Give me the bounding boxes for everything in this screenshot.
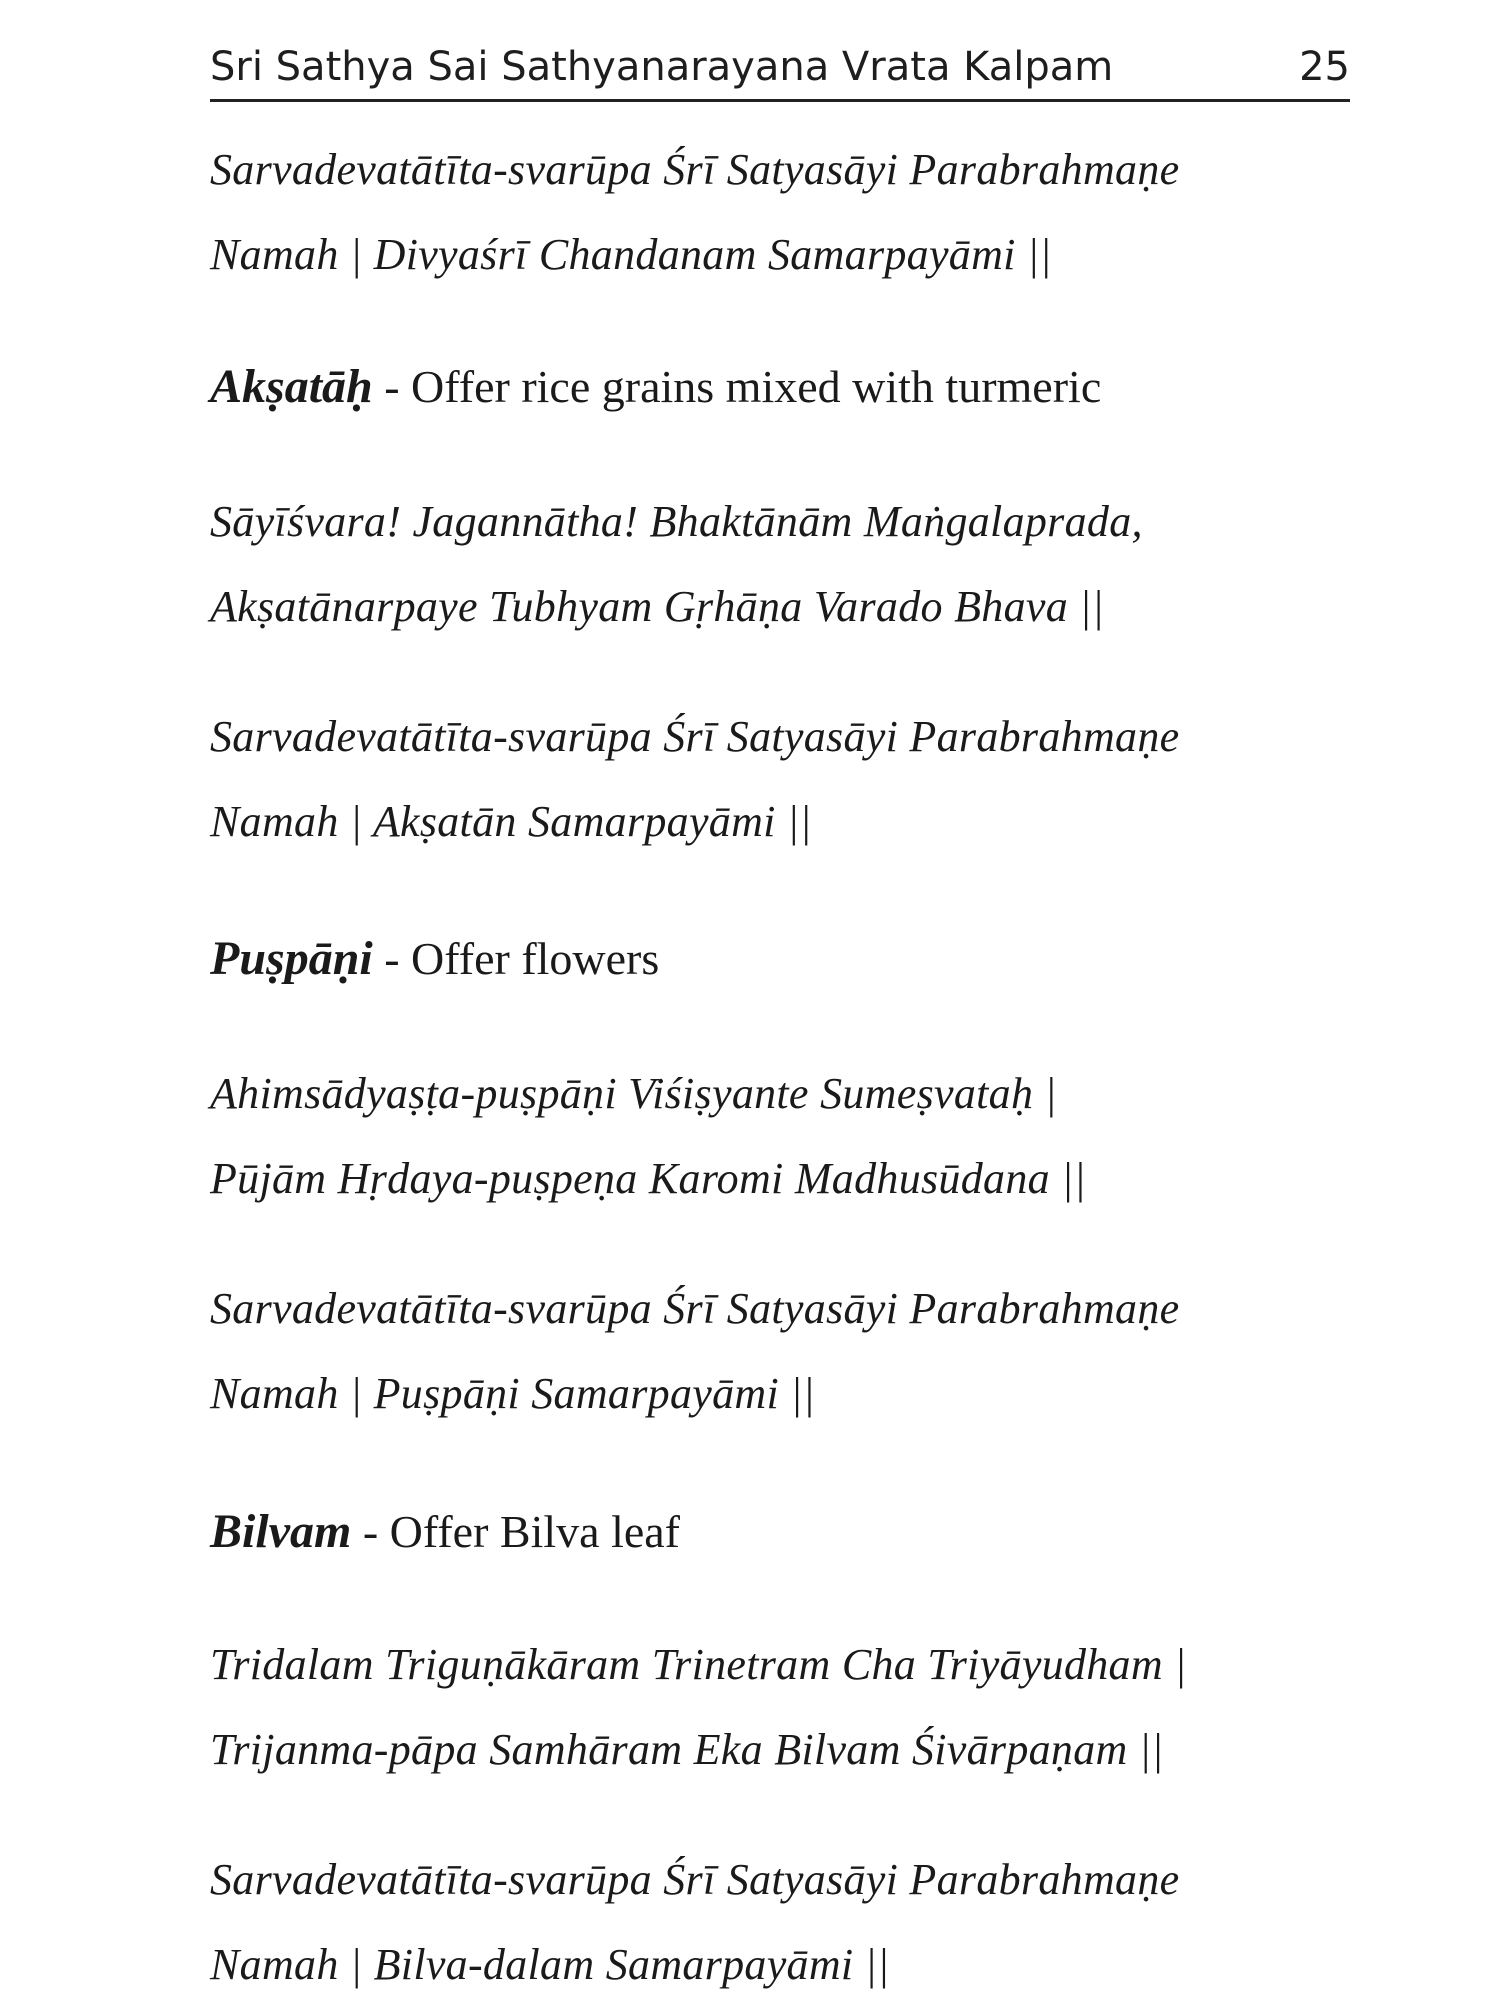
continuation-line-1: Sarvadevatātīta-svarūpa Śrī Satyasāyi Parabrahmaṇe [210, 145, 1180, 194]
section-description: - Offer flowers [372, 933, 660, 984]
header-rule [210, 99, 1350, 102]
page-number: 25 [1299, 44, 1350, 90]
section-description: - Offer Bilva leaf [351, 1506, 680, 1557]
verse-line: Sāyīśvara! Jagannātha! Bhaktānām Maṅgalaprada, [210, 497, 1143, 546]
verse-line: Pūjām Hṛdaya-puṣpeṇa Karomi Madhusūdana || [210, 1154, 1087, 1203]
section-heading-bilvam [210, 1505, 680, 1558]
section-description: - Offer rice grains mixed with turmeric [372, 361, 1102, 412]
offering-line: Sarvadevatātīta-svarūpa Śrī Satyasāyi Parabrahmaṇe [210, 1284, 1180, 1333]
offering-line: Sarvadevatātīta-svarūpa Śrī Satyasāyi Parabrahmaṇe [210, 712, 1180, 761]
verse-line: Tridalam Triguṇākāram Trinetram Cha Triyāyudham | [210, 1640, 1187, 1689]
verse-line: Akṣatānarpaye Tubhyam Gṛhāṇa Varado Bhava || [210, 582, 1105, 631]
offering-line: Namah | Akṣatān Samarpayāmi || [210, 797, 812, 846]
offering-line: Namah | Bilva-dalam Samarpayāmi || [210, 1940, 890, 1989]
offering-line: Sarvadevatātīta-svarūpa Śrī Satyasāyi Parabrahmaṇe [210, 1855, 1180, 1904]
verse-line: Ahimsādyaṣṭa-puṣpāṇi Viśiṣyante Sumeṣvataḥ | [210, 1069, 1057, 1118]
verse-line: Trijanma-pāpa Samhāram Eka Bilvam Śivārpaṇam || [210, 1725, 1164, 1774]
book-title: Sri Sathya Sai Sathyanarayana Vrata Kalpam [210, 44, 1114, 90]
section-term: Akṣatāḥ [210, 360, 373, 413]
continuation-line-2: Namah | Divyaśrī Chandanam Samarpayāmi || [210, 230, 1052, 279]
running-header [210, 40, 1350, 98]
offering-line: Namah | Puṣpāṇi Samarpayāmi || [210, 1369, 816, 1418]
section-heading-aksatah [210, 360, 1102, 413]
section-term: Puṣpāṇi [210, 932, 373, 985]
section-heading-puspani [210, 932, 660, 985]
section-term: Bilvam [210, 1505, 352, 1558]
